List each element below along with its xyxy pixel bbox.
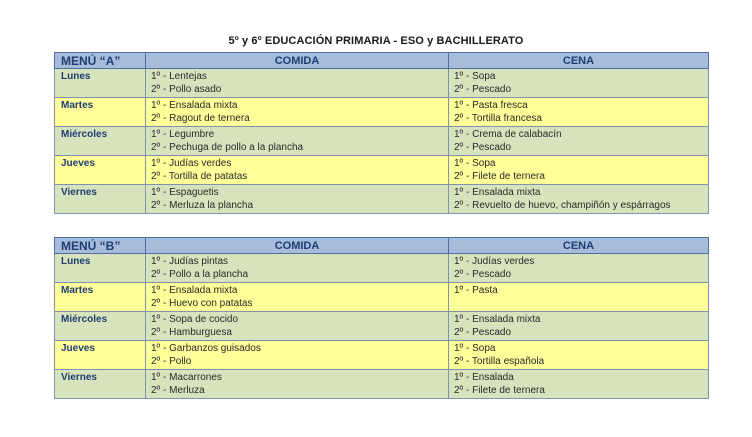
dish-first: 1º - Ensalada mixta xyxy=(151,285,238,296)
day-cell: Viernes xyxy=(55,370,146,399)
day-cell: Martes xyxy=(55,98,146,127)
dish-second: 2º - Pescado xyxy=(454,142,512,153)
column-header-comida: COMIDA xyxy=(146,53,449,69)
dish-second: 2º - Pollo a la plancha xyxy=(151,269,249,280)
table-row xyxy=(55,341,709,370)
comida-cell xyxy=(146,156,449,185)
dish-second: 2º - Filete de ternera xyxy=(454,385,545,396)
table-row xyxy=(55,185,709,214)
dish-first: 1º - Macarrones xyxy=(151,372,222,383)
comida-cell xyxy=(146,127,449,156)
comida-cell xyxy=(146,69,449,98)
dish-first: 1º - Legumbre xyxy=(151,129,215,140)
dish-first: 1º - Ensalada mixta xyxy=(454,187,541,198)
dish-second: 2º - Merluza la plancha xyxy=(151,200,254,211)
cena-cell xyxy=(449,69,709,98)
dish-first: 1º - Sopa xyxy=(454,158,496,169)
dish-first: 1º - Espaguetis xyxy=(151,187,219,198)
day-cell: Lunes xyxy=(55,69,146,98)
dish-second: 2º - Pescado xyxy=(454,269,512,280)
column-header-cena: CENA xyxy=(449,238,709,254)
table-row xyxy=(55,283,709,312)
comida-cell xyxy=(146,98,449,127)
menu-header-row xyxy=(55,238,709,254)
dish-second: 2º - Huevo con patatas xyxy=(151,298,253,309)
dish-first: 1º - Sopa de cocido xyxy=(151,314,239,325)
table-row xyxy=(55,98,709,127)
comida-cell xyxy=(146,283,449,312)
table-row xyxy=(55,370,709,399)
cena-cell xyxy=(449,127,709,156)
dish-first: 1º - Pasta fresca xyxy=(454,100,528,111)
table-row xyxy=(55,156,709,185)
comida-cell xyxy=(146,341,449,370)
table-row xyxy=(55,312,709,341)
dish-first: 1º - Ensalada xyxy=(454,372,514,383)
dish-second: 2º - Pechuga de pollo a la plancha xyxy=(151,142,304,153)
cena-cell xyxy=(449,98,709,127)
cena-cell xyxy=(449,283,709,312)
dish-first: 1º - Crema de calabacín xyxy=(454,129,562,140)
comida-cell xyxy=(146,254,449,283)
day-cell: Miércoles xyxy=(55,127,146,156)
dish-second: 2º - Pescado xyxy=(454,327,512,338)
dish-second: 2º - Pollo xyxy=(151,356,192,367)
day-cell: Viernes xyxy=(55,185,146,214)
day-cell: Martes xyxy=(55,283,146,312)
day-cell: Lunes xyxy=(55,254,146,283)
dish-first: 1º - Pasta xyxy=(454,285,498,296)
column-header-cena: CENA xyxy=(449,53,709,69)
comida-cell xyxy=(146,185,449,214)
dish-first: 1º - Sopa xyxy=(454,71,496,82)
menu-b-table xyxy=(54,237,709,399)
dish-second: 2º - Ragout de ternera xyxy=(151,113,250,124)
day-cell: Jueves xyxy=(55,156,146,185)
dish-second: 2º - Tortilla de patatas xyxy=(151,171,248,182)
menu-label: MENÚ “A” xyxy=(55,53,146,69)
cena-cell xyxy=(449,370,709,399)
dish-second: 2º - Hamburguesa xyxy=(151,327,232,338)
dish-first: 1º - Garbanzos guisados xyxy=(151,343,261,354)
menu-label: MENÚ “B” xyxy=(55,238,146,254)
dish-second: 2º - Filete de ternera xyxy=(454,171,545,182)
dish-second: 2º - Tortilla francesa xyxy=(454,113,542,124)
cena-cell xyxy=(449,185,709,214)
menu-a-table xyxy=(54,52,709,214)
dish-first: 1º - Judías verdes xyxy=(151,158,232,169)
cena-cell xyxy=(449,254,709,283)
dish-second: 2º - Pollo asado xyxy=(151,84,222,95)
cena-cell xyxy=(449,156,709,185)
dish-second: 2º - Pescado xyxy=(454,84,512,95)
day-cell: Miércoles xyxy=(55,312,146,341)
comida-cell xyxy=(146,370,449,399)
dish-first: 1º - Judías verdes xyxy=(454,256,535,267)
column-header-comida: COMIDA xyxy=(146,238,449,254)
cena-cell xyxy=(449,341,709,370)
dish-second: 2º - Revuelto de huevo, champiñón y espárragos xyxy=(454,200,671,211)
dish-first: 1º - Ensalada mixta xyxy=(151,100,238,111)
table-row xyxy=(55,254,709,283)
table-row xyxy=(55,127,709,156)
page-title: 5º y 6º EDUCACIÓN PRIMARIA - ESO y BACHILLERATO xyxy=(228,35,524,47)
dish-first: 1º - Lentejas xyxy=(151,71,207,82)
dish-second: 2º - Merluza xyxy=(151,385,205,396)
dish-first: 1º - Ensalada mixta xyxy=(454,314,541,325)
menu-header-row xyxy=(55,53,709,69)
day-cell: Jueves xyxy=(55,341,146,370)
dish-second: 2º - Tortilla española xyxy=(454,356,545,367)
dish-first: 1º - Sopa xyxy=(454,343,496,354)
cena-cell xyxy=(449,312,709,341)
comida-cell xyxy=(146,312,449,341)
dish-first: 1º - Judías pintas xyxy=(151,256,229,267)
table-row xyxy=(55,69,709,98)
